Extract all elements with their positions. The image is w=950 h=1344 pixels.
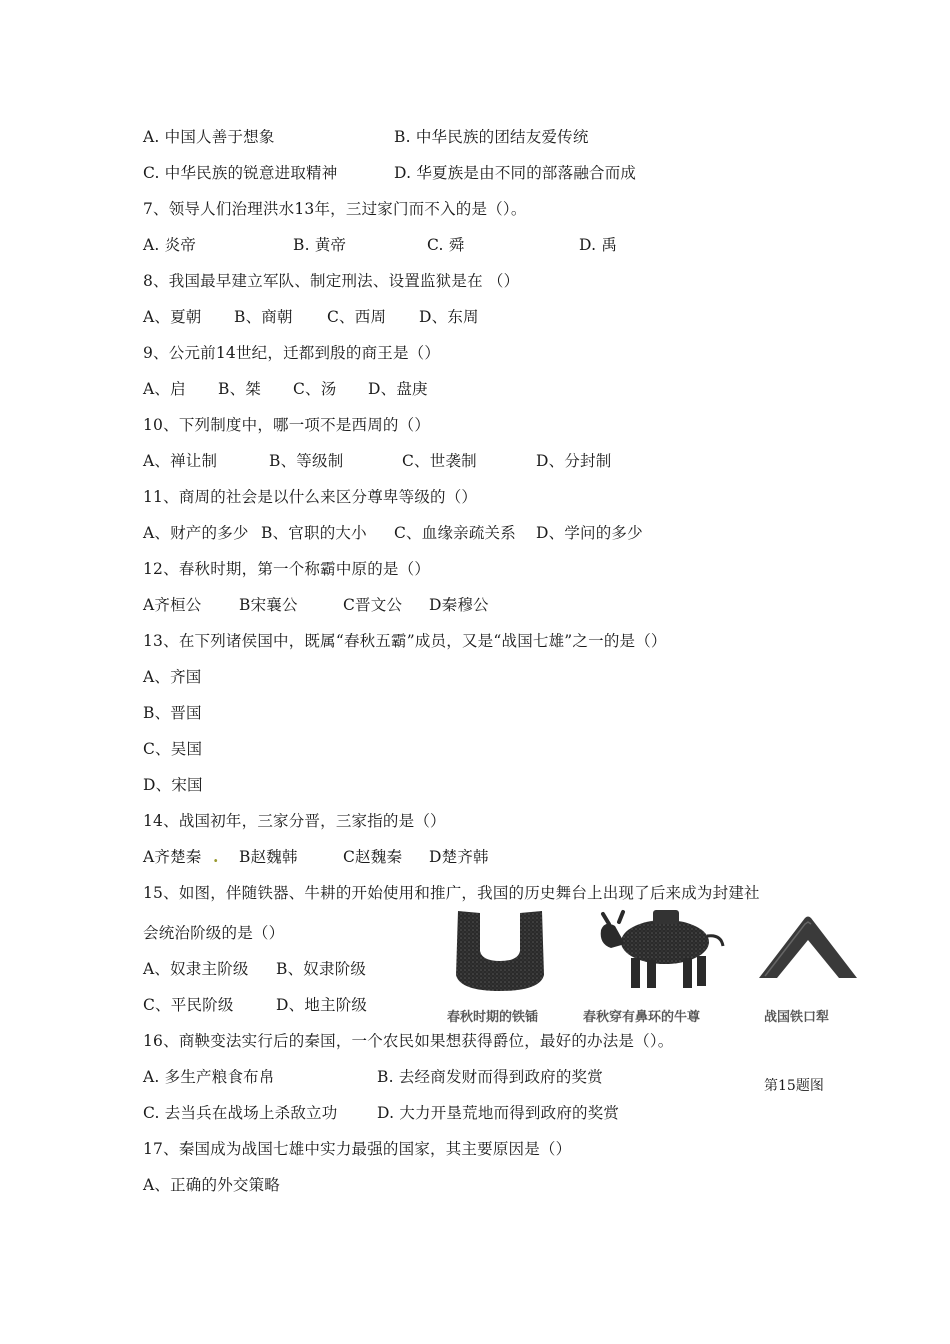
q12-stem: 12、春秋时期，第一个称霸中原的是（）	[143, 560, 431, 578]
q15-stem-line-1: 15、如图，伴随铁器、牛耕的开始使用和推广，我国的历史舞台上出现了后来成为封建社	[143, 884, 760, 902]
q14-option-a: A齐楚秦	[143, 848, 202, 866]
q12-option-c: C晋文公	[343, 596, 403, 614]
q8-option-a: A、夏朝	[143, 308, 202, 326]
q11-option-c: C、血缘亲疏关系	[394, 524, 516, 542]
q7-option-d: D. 禹	[579, 236, 618, 254]
q13-stem: 13、在下列诸侯国中，既属“春秋五霸”成员，又是“战国七雄”之一的是（）	[143, 632, 667, 650]
q12-option-d: D秦穆公	[429, 596, 489, 614]
q10-option-b: B、等级制	[269, 452, 344, 470]
figure-15-label: 第15题图	[764, 1078, 824, 1094]
q11-option-b: B、官职的大小	[261, 524, 367, 542]
q15-option-a: A、奴隶主阶级	[143, 960, 249, 978]
q8-option-c: C、西周	[327, 308, 387, 326]
q6-option-b: B. 中华民族的团结友爱传统	[394, 128, 589, 146]
iron-spade-image	[452, 905, 548, 995]
q17-stem: 17、秦国成为战国七雄中实力最强的国家，其主要原因是（）	[143, 1140, 572, 1158]
q13-option-a: A、齐国	[143, 668, 202, 686]
q12-option-b: B宋襄公	[239, 596, 298, 614]
q6-option-a: A. 中国人善于想象	[143, 128, 275, 146]
q8-option-d: D、东周	[419, 308, 479, 326]
q15-option-c: C、平民阶级	[143, 996, 234, 1014]
q11-option-d: D、学问的多少	[536, 524, 643, 542]
q13-option-c: C、吴国	[143, 740, 203, 758]
ox-zun-caption: 春秋穿有鼻环的牛尊	[583, 1010, 701, 1025]
q11-option-a: A、财产的多少	[143, 524, 249, 542]
q6-option-c: C. 中华民族的锐意进取精神	[143, 164, 338, 182]
q7-stem: 7、领导人们治理洪水13年，三过家门而不入的是（）。	[143, 200, 527, 218]
q7-option-c: C. 舜	[427, 236, 465, 254]
q13-option-d: D、宋国	[143, 776, 203, 794]
q10-option-a: A、禅让制	[143, 452, 218, 470]
q8-stem: 8、我国最早建立军队、制定刑法、设置监狱是在 （）	[143, 272, 520, 290]
iron-plow-image	[755, 912, 861, 982]
q16-option-b: B. 去经商发财而得到政府的奖赏	[377, 1068, 603, 1086]
iron-spade-caption: 春秋时期的铁锸	[447, 1010, 539, 1025]
q7-option-a: A. 炎帝	[143, 236, 197, 254]
q7-option-b: B. 黄帝	[293, 236, 347, 254]
q9-option-d: D、盘庚	[368, 380, 428, 398]
q14-option-c: C赵魏秦	[343, 848, 403, 866]
q14-dot-mark: .	[213, 847, 219, 866]
iron-plow-caption: 战国铁口犁	[764, 1010, 830, 1025]
q16-stem: 16、商鞅变法实行后的秦国，一个农民如果想获得爵位，最好的办法是（）。	[143, 1032, 674, 1050]
q13-option-b: B、晋国	[143, 704, 202, 722]
q11-stem: 11、商周的社会是以什么来区分尊卑等级的（）	[143, 488, 478, 506]
q12-option-a: A齐桓公	[143, 596, 202, 614]
q15-option-b: B、奴隶阶级	[276, 960, 367, 978]
q9-stem: 9、公元前14世纪，迁都到殷的商王是（）	[143, 344, 441, 362]
q16-option-c: C. 去当兵在战场上杀敌立功	[143, 1104, 338, 1122]
q10-option-c: C、世袭制	[402, 452, 477, 470]
q14-stem: 14、战国初年，三家分晋，三家指的是（）	[143, 812, 446, 830]
q9-option-b: B、桀	[218, 380, 261, 398]
q17-option-a: A、正确的外交策略	[143, 1176, 280, 1194]
q9-option-c: C、汤	[293, 380, 337, 398]
q8-option-b: B、商朝	[234, 308, 293, 326]
q6-option-d: D. 华夏族是由不同的部落融合而成	[394, 164, 637, 182]
q16-option-a: A. 多生产粮食布帛	[143, 1068, 275, 1086]
q14-option-d: D楚齐韩	[429, 848, 489, 866]
q10-stem: 10、下列制度中，哪一项不是西周的（）	[143, 416, 431, 434]
ox-zun-image	[595, 900, 727, 995]
q15-option-d: D、地主阶级	[276, 996, 368, 1014]
q10-option-d: D、分封制	[536, 452, 612, 470]
q15-stem-line-2: 会统治阶级的是（）	[143, 924, 285, 942]
q9-option-a: A、启	[143, 380, 186, 398]
q14-option-b: B赵魏韩	[239, 848, 298, 866]
q16-option-d: D. 大力开垦荒地而得到政府的奖赏	[377, 1104, 620, 1122]
